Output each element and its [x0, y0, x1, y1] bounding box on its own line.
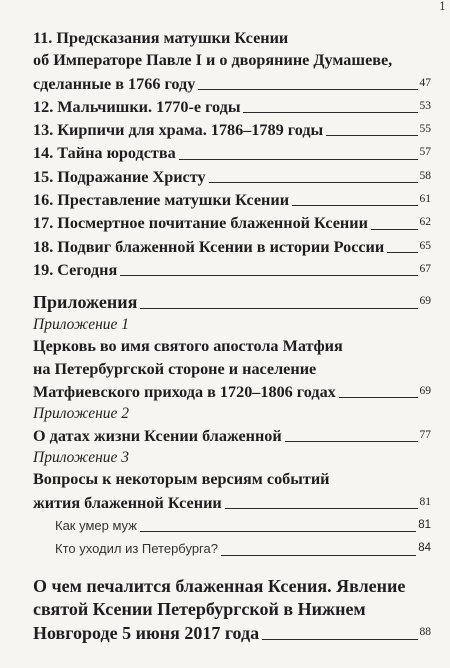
- toc-page-number: 62: [419, 216, 431, 229]
- toc-entry-ch17[interactable]: [33, 211, 431, 234]
- toc-page-number: 53: [419, 99, 431, 112]
- leader-line: [371, 229, 418, 230]
- leader-line: [326, 135, 417, 136]
- toc-entry-ch12[interactable]: [33, 95, 431, 118]
- appendix-2-label: Приложение 2: [33, 405, 130, 423]
- toc-entry-title: 18. Подвиг блаженной Ксении в истории России: [33, 237, 385, 256]
- leader-line: [243, 112, 417, 113]
- leader-line: [225, 508, 418, 509]
- toc-entry-ch19[interactable]: [33, 258, 431, 281]
- toc-entry-title: Приложения: [33, 292, 138, 313]
- toc-page-number: 67: [419, 262, 431, 275]
- table-of-contents: [33, 27, 431, 645]
- toc-page-number: 84: [418, 542, 431, 555]
- toc-entry-title: 17. Посмертное почитание блаженной Ксении: [33, 214, 368, 233]
- toc-entry-title: 19. Сегодня: [33, 260, 118, 279]
- toc-entry-title: 13. Кирпичи для храма. 1786–1789 годы: [33, 121, 324, 140]
- leader-line: [198, 89, 417, 90]
- leader-line: [262, 639, 417, 640]
- toc-subentry-husband[interactable]: [33, 514, 431, 537]
- toc-entry-title: жития блаженной Ксении: [33, 493, 222, 512]
- leader-line: [221, 555, 416, 556]
- toc-page-number: 88: [419, 625, 431, 638]
- toc-page-number: 81: [418, 519, 431, 532]
- toc-page-number: 69: [419, 384, 431, 397]
- toc-ch11-line2: об Императоре Павле I и о дворянине Думашеве,: [33, 51, 393, 70]
- toc-entry-ch14[interactable]: [33, 141, 431, 164]
- toc-page-number: 77: [419, 429, 431, 442]
- toc-entry-ch13[interactable]: [33, 118, 431, 141]
- toc-page-number: 55: [419, 123, 431, 136]
- toc-entry-title: Новгороде 5 июня 2017 года: [33, 622, 260, 643]
- toc-subentry-petersburg[interactable]: [33, 537, 431, 560]
- leader-line: [387, 252, 417, 253]
- page-number: 1: [439, 0, 446, 13]
- toc-entry-title: О датах жизни Ксении блаженной: [33, 427, 282, 446]
- toc-page-number: 61: [419, 193, 431, 206]
- toc-entry-title: 12. Мальчишки. 1770-е годы: [33, 97, 241, 116]
- appendix-1-label: Приложение 1: [33, 316, 130, 334]
- toc-entry-title: 16. Преставление матушки Ксении: [33, 191, 290, 210]
- toc-entry-title: сделанные в 1766 году: [33, 74, 196, 93]
- toc-page-number: 69: [419, 295, 431, 308]
- leader-line: [209, 182, 418, 183]
- toc-final-line2: святой Ксении Петербургской в Нижнем: [33, 598, 366, 619]
- toc-page-number: 65: [419, 239, 431, 252]
- leader-line: [120, 275, 417, 276]
- leader-line: [140, 531, 416, 532]
- leader-line: [292, 205, 417, 206]
- toc-entry-title: 15. Подражание Христу: [33, 167, 206, 186]
- leader-line: [339, 397, 418, 398]
- toc-app1-line1: Церковь во имя святого апостола Матфия: [33, 337, 343, 356]
- toc-entry-ch15[interactable]: [33, 165, 431, 188]
- toc-entry-app3[interactable]: [33, 491, 431, 514]
- toc-page-number: 81: [419, 495, 431, 508]
- toc-final-line1: О чем печалится блаженная Ксения. Явление: [33, 575, 406, 596]
- toc-entry-title: Матфиевского прихода в 1720–1806 годах: [33, 382, 336, 401]
- leader-line: [285, 441, 418, 442]
- toc-entry-title: Кто уходил из Петербурга?: [55, 541, 218, 557]
- toc-page-number: 57: [419, 146, 431, 159]
- toc-entry-ch11[interactable]: [33, 72, 431, 95]
- toc-page-number: 47: [419, 76, 431, 89]
- appendix-3-label: Приложение 3: [33, 449, 130, 467]
- toc-entry-title: Как умер муж: [55, 518, 137, 534]
- toc-ch11-line1: 11. Предсказания матушки Ксении: [33, 29, 289, 47]
- toc-app3-line1: Вопросы к некоторым версиям событий: [33, 470, 330, 489]
- toc-entry-app2[interactable]: [33, 424, 431, 447]
- toc-entry-title: 14. Тайна юродства: [33, 144, 176, 163]
- toc-entry-ch16[interactable]: [33, 188, 431, 211]
- toc-entry-appendices[interactable]: [33, 290, 431, 314]
- leader-line: [179, 159, 418, 160]
- toc-entry-ch18[interactable]: [33, 235, 431, 258]
- toc-page-number: 58: [419, 169, 431, 182]
- toc-app1-line2: на Петербургской стороне и население: [33, 359, 317, 378]
- toc-entry-final[interactable]: [33, 621, 431, 645]
- toc-entry-app1[interactable]: [33, 380, 431, 403]
- leader-line: [140, 308, 417, 309]
